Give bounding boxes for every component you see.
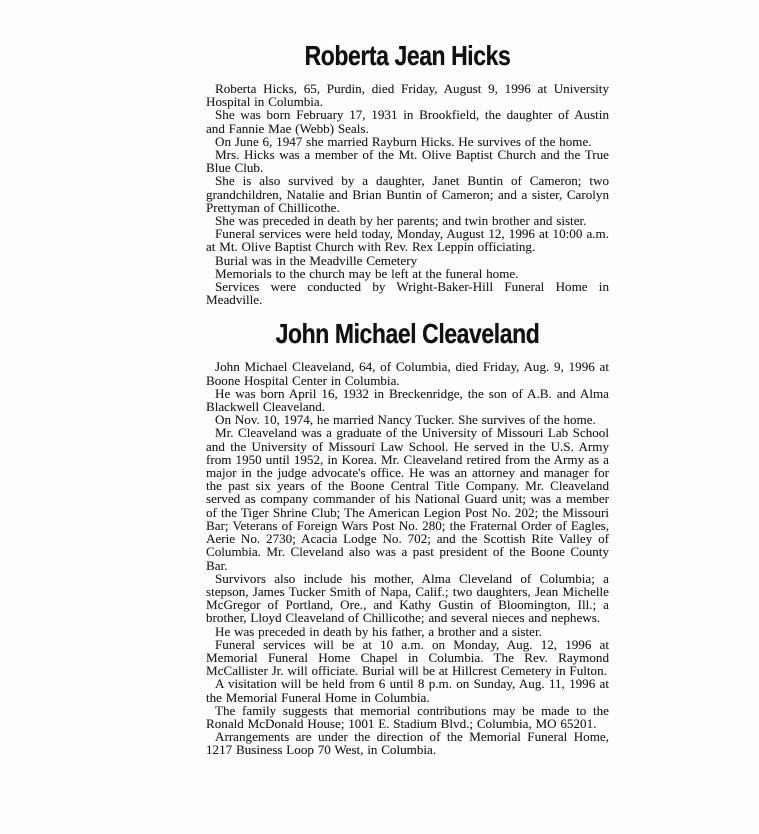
obituary-paragraph: He was preceded in death by his father, a brother and a sister. xyxy=(215,623,542,639)
obituary-title: John Michael Cleaveland xyxy=(275,318,540,350)
obituary-paragraph: Burial was in the Meadville Cemetery xyxy=(215,252,418,268)
obituary-paragraph: Roberta Hicks, 65, Purdin, died Friday, August 9, 1996 at University Hospital in Columbia. xyxy=(206,81,609,110)
obituary-paragraph: Mrs. Hicks was a member of the Mt. Olive Baptist Church and the True Blue Club. xyxy=(206,147,609,176)
obituary-john-michael-cleaveland xyxy=(206,320,609,756)
obituary-roberta-jean-hicks xyxy=(206,42,609,306)
obituary-paragraph: The family suggests that memorial contributions may be made to the Ronald McDonald House; 1001 E. Stadium Blvd.; Columbia, MO 65201. xyxy=(206,702,609,731)
obituary-paragraph: She is also survived by a daughter, Janet Buntin of Cameron; two grandchildren, Natalie and Brian Buntin of Cameron; and a sister, Carolyn Prettyman of Chillicothe. xyxy=(206,173,609,215)
obituary-paragraph: A visitation will be held from 6 until 8 p.m. on Sunday, Aug. 11, 1996 at the Memorial Funeral Home in Columbia. xyxy=(206,676,609,705)
obituary-paragraph: On Nov. 10, 1974, he married Nancy Tucker. She survives of the home. xyxy=(215,412,596,428)
obituary-paragraph: Mr. Cleaveland was a graduate of the University of Missouri Lab School and the University of Missouri Law School. He served in the U.S. Army from 1950 until 1952, in Korea. Mr. Cleaveland retired from the Army as a major in the judge advocate's office. He was an attorney and manager for the past six years of the Boone Central Title Company. Mr. Cleaveland served as company commander of his National Guard unit; was a member of the Tiger Shrine Club; The American Legion Post No. 202; the Missouri Bar; Veterans of Foreign Wars Post No. 280; the Fraternal Order of Eagles, Aerie No. 2730; Acacia Lodge No. 702; and the Scottish Rite Valley of Columbia. Mr. Cleveland also was a past president of the Boone County Bar. xyxy=(206,425,609,573)
obituary-paragraph: She was born February 17, 1931 in Brookfield, the daughter of Austin and Fannie Mae (Webb) Seals. xyxy=(206,107,609,136)
obituary-paragraph: Funeral services will be at 10 a.m. on Monday, Aug. 12, 1996 at Memorial Funeral Home Chapel in Columbia. The Rev. Raymond McCallister Jr. will officiate. Burial will be at Hillcrest Cemetery in Fulton. xyxy=(206,636,609,679)
obituary-title: Roberta Jean Hicks xyxy=(304,40,511,71)
obituary-paragraph: She was preceded in death by her parents; and twin brother and sister. xyxy=(215,213,587,229)
obituary-paragraph: Survivors also include his mother, Alma Cleveland of Columbia; a stepson, James Tucker Smith of Napa, Calif.; two daughters, Jean Michelle McGregor of Portland, Ore., and Kathy Gustin of Bloomington, Ill.; a brother, Lloyd Cleaveland of Chillicothe; and several nieces and nephews. xyxy=(206,570,609,626)
obituary-paragraph: Services were conducted by Wright-Baker-Hill Funeral Home in Meadville. xyxy=(206,279,609,308)
obituary-paragraph: John Michael Cleaveland, 64, of Columbia, died Friday, Aug. 9, 1996 at Boone Hospital Center in Columbia. xyxy=(206,359,609,388)
obituary-paragraph: Arrangements are under the direction of the Memorial Funeral Home, 1217 Business Loop 70 West, in Columbia. xyxy=(206,729,609,758)
obituary-paragraph: Memorials to the church may be left at the funeral home. xyxy=(215,265,519,281)
obituary-paragraph: He was born April 16, 1932 in Breckenridge, the son of A.B. and Alma Blackwell Cleaveland. xyxy=(206,385,609,415)
obituary-paragraph: Funeral services were held today, Monday, August 12, 1996 at 10:00 a.m. at Mt. Olive Baptist Church with Rev. Rex Leppin officiating. xyxy=(206,226,609,255)
obituary-paragraph: On June 6, 1947 she married Rayburn Hicks. He survives of the home. xyxy=(215,133,592,149)
obituary-column xyxy=(206,42,609,757)
